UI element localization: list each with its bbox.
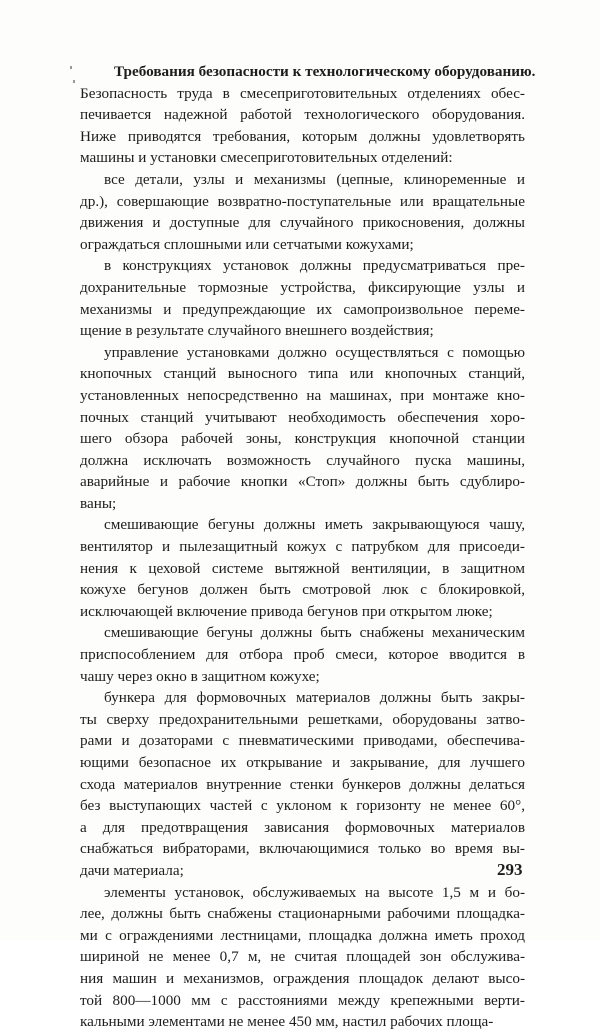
- document-page: [80, 61, 536, 1033]
- paragraph: [80, 83, 525, 169]
- text-line: вентилятор и пылезащитный кожух с патрубком для присоеди-: [80, 538, 525, 556]
- paragraph: [80, 622, 525, 687]
- paragraph: [80, 687, 525, 881]
- text-line: в конструкциях установок должны предусматриваться пре-: [104, 257, 525, 275]
- scan-speck: [70, 66, 72, 69]
- text-line: элементы установок, обслуживаемых на высоте 1,5 м и бо-: [104, 883, 525, 901]
- paragraph: [80, 342, 525, 515]
- text-line: аварийные и рабочие кнопки «Стоп» должны быть сдублиро-: [80, 473, 525, 491]
- paragraph: [80, 169, 525, 255]
- text-line: ния машин и механизмов, ограждения площадок делают высо-: [80, 969, 525, 987]
- text-line: кожухе бегунов должен быть смотровой люк с блокировкой,: [80, 581, 525, 599]
- text-line: шего обзора рабочей зоны, конструкция кнопочной станции: [80, 430, 525, 448]
- text-line: чашу через окно в защитном кожухе;: [80, 667, 320, 685]
- text-line: без выступающих частей с уклоном к горизонту не менее 60°,: [80, 797, 525, 815]
- text-line: управление установками должно осуществляться с помощью: [104, 343, 525, 361]
- text-line: бункера для формовочных материалов должны быть закры-: [104, 689, 525, 707]
- text-line: Ниже приводятся требования, которым должны удовлетворять: [80, 127, 525, 145]
- text-line: исключающей включение привода бегунов при открытом люке;: [80, 602, 493, 620]
- text-line: машины и установки смесеприготовительных отделений:: [80, 149, 453, 167]
- text-line: ющими безопасное их открывание и закрывание, для лучшего: [80, 754, 525, 771]
- text-line: смешивающие бегуны должны иметь закрывающуюся чашу,: [104, 516, 525, 534]
- scan-speck: [73, 80, 75, 83]
- text-line: ограждаться сплошными или сетчатыми кожухами;: [80, 235, 414, 253]
- text-line: ты сверху предохранительными решетками, оборудованы затво-: [80, 710, 525, 728]
- text-line: дачи материала;: [80, 861, 184, 879]
- text-line: приспособлением для отбора проб смеси, которое вводится в: [80, 646, 525, 664]
- text-line: установленных непосредственно на машинах, при монтаже кно-: [80, 386, 525, 404]
- text-line: почных станций учитывают необходимость обеспечения хоро-: [80, 408, 525, 426]
- text-line: печивается надежной работой технологического оборудования.: [80, 106, 525, 124]
- text-line: лее, должны быть снабжены стационарными рабочими площадка-: [80, 905, 525, 923]
- text-line: кнопочных станций выносного типа или кнопочных станций,: [80, 365, 525, 383]
- body-text: [80, 83, 525, 1033]
- text-line: снабжаться вибраторами, включающимися только во время вы-: [80, 840, 525, 858]
- text-line: а для предотвращения зависания формовочных материалов: [80, 818, 525, 836]
- text-line: движения и доступные для случайного прикосновения, должны: [80, 214, 525, 232]
- section-heading: Требования безопасности к технологическому оборудованию.: [114, 63, 536, 80]
- paragraph: [80, 255, 525, 341]
- text-line: шириной не менее 0,7 м, не считая площадей зон обслужива-: [80, 948, 525, 966]
- text-line: ваны;: [80, 494, 117, 512]
- text-line: дохранительные тормозные устройства, фиксирующие узлы и: [80, 278, 525, 296]
- text-line: рами и дозаторами с пневматическими приводами, обеспечива-: [80, 732, 525, 750]
- paragraph: [80, 882, 525, 1033]
- page-number: 293: [497, 860, 523, 879]
- text-line: др.), совершающие возвратно-поступательные или вращательные: [80, 192, 525, 210]
- paragraph: [80, 514, 525, 622]
- text-line: той 800—1000 мм с расстояниями между крепежными верти-: [80, 991, 525, 1009]
- text-line: смешивающие бегуны должны быть снабжены механическим: [104, 624, 525, 642]
- text-line: ми с ограждениями лестницами, площадка должна иметь проход: [80, 926, 525, 944]
- text-line: щение в результате случайного внешнего воздействия;: [80, 322, 434, 340]
- text-line: Безопасность труда в смесеприготовительных отделениях обес-: [80, 84, 525, 102]
- text-line: нения к цеховой системе вытяжной вентиляции, в защитном: [80, 559, 525, 577]
- text-line: кальными элементами не менее 450 мм, настил рабочих площа-: [80, 1013, 494, 1031]
- text-line: механизмы и предупреждающие их самопроизвольное переме-: [80, 300, 525, 318]
- text-line: схода материалов внутренние стенки бункеров должны делаться: [80, 775, 525, 793]
- text-line: все детали, узлы и механизмы (цепные, клиноременные и: [104, 170, 525, 188]
- text-line: должна исключать возможность случайного пуска машины,: [80, 451, 525, 469]
